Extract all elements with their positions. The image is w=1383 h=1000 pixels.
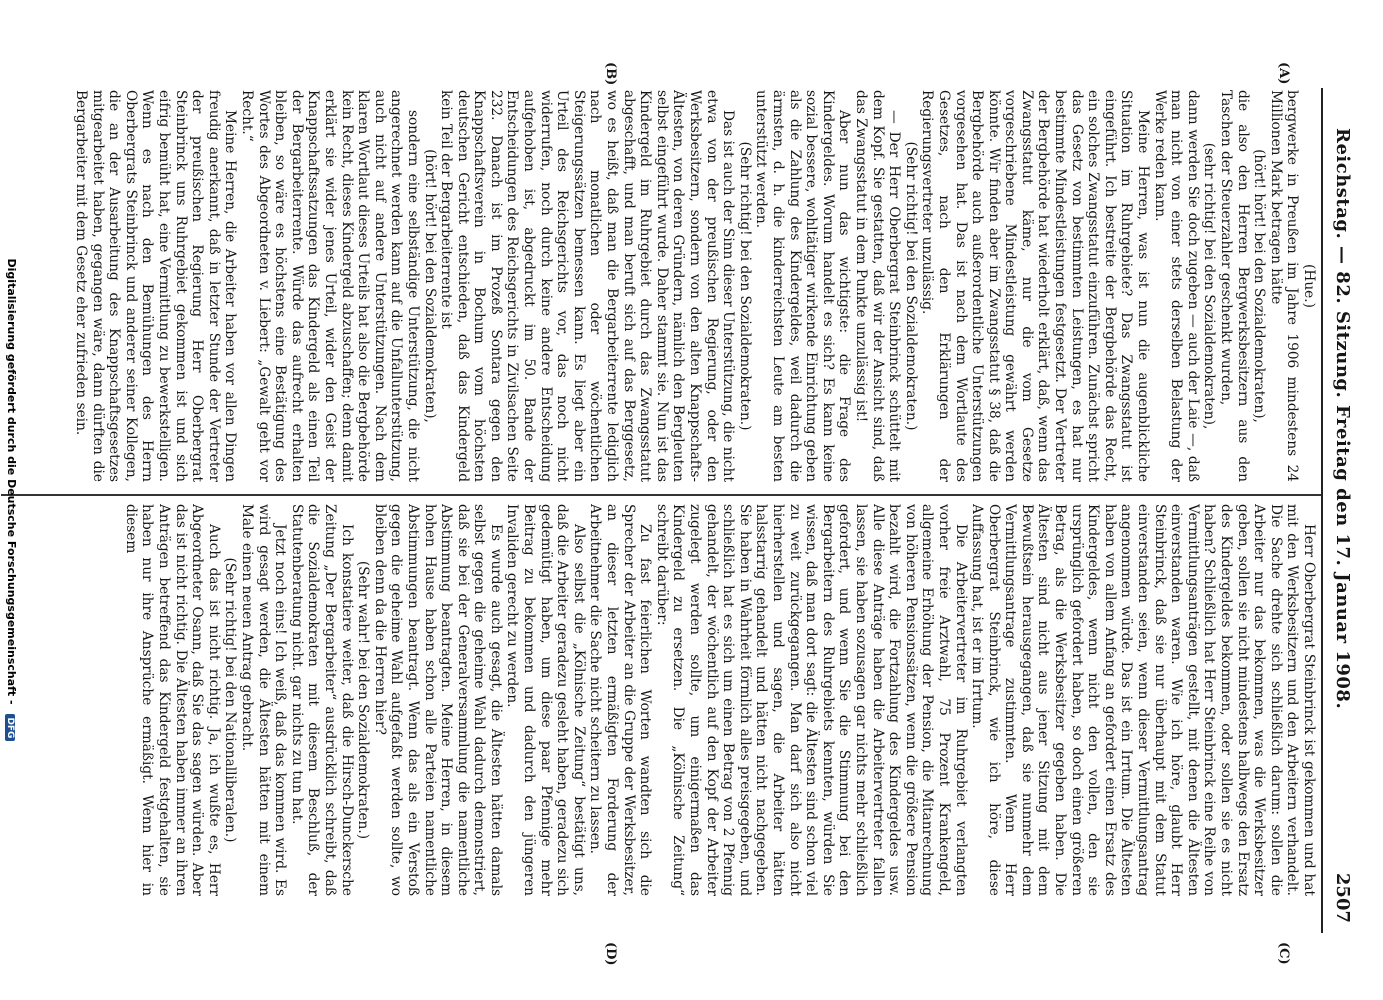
interjection: (Sehr wahr! bei den Sozialdemokraten.) (355, 560, 372, 840)
margin-letter-d: (D) (603, 942, 618, 966)
paragraph: Auch das ist nicht richtig. Ja, ich wußte es, Herr Abgeordneter Osann, daß Sie das sagen würden. Aber das ist nicht richtig. Die Ältesten haben immer an ihren Anträgen betreffend das Kindergeld festgehalten, sie haben nur ihre Ansprüche ermäßigt. Wenn hier in diesem (122, 504, 222, 896)
paragraph: Meine Herren, die Arbeiter haben vor allen Dingen freudig anerkannt, daß in letzter Stunde der Vertreter der preußischen Regierung Herr Oberbergrat Steinbrinck uns Ruhrgebiet gekommen ist und sich eifrig bemüht hat, eine Vermittlung zu bewerkstelligen. Wenn es nach den Bemühungen des Herrn Oberbergrats Steinbrinck und anderer seiner Kollegen, die an der Ausarbeitung des Knappschaftsgesetzes mitgearbeitet haben, gegangen wäre, dann dürften die Bergarbeiter mit dem Gesetz eher zufrieden sein. (73, 90, 239, 482)
interjection: (Sehr richtig! bei den Sozialdemokraten.) (736, 141, 753, 431)
page-header (1323, 88, 1383, 933)
paragraph: Es wurde auch gesagt, die Ältesten hätten damals selbst gegen die geheime Wahl dadurch demonstriert, daß sie bei der Generalversammlung die namentliche Abstimmung beantragten. Meine Herren, in diesem hohen Hause haben schon alle Parteien namentliche Abstimmungen beantragt. Wenn das als ein Verstoß gegen die geheime Wahl aufgefaßt werden sollte, wo bleiben denn da die Herren hier? (371, 504, 504, 896)
digitization-credit (0, 0, 18, 1000)
paragraph: sondern eine selbständige Unterstützung, die nicht angerechnet werden kann auf die Unfallunterstützung, auch nicht auf andere Unterstützungen. Nach dem klaren Wortlaut dieses Urteils hat also die Bergbehörde kein Recht, dieses Kindergeld abzuschaffen; denn damit erklärt sie wider jenes Urteil, wider den Geist der Knappschaftssatzungen das Kindergeld als einen Teil der Bergarbeiterrente. Würde das aufrecht erhalten bleiben, so wäre es höchstens eine Bestätigung des Wortes des Abgeordneten v. Liebert: „Gewalt geht vor Recht.“ (239, 90, 421, 482)
paragraph: bergwerke in Preußen im Jahre 1906 mindestens 24 Millionen Mark betragen hätte (1267, 90, 1301, 482)
paragraph: dann werden Sie doch zugeben — auch der Laie —, daß man nicht von einer stets derselben Belastung der Werke reden kann. (1151, 90, 1201, 482)
header-rule (1321, 88, 1323, 933)
interjection: (Sehr richtig! bei den Nationalliberalen.) (222, 557, 239, 843)
credit-text: Digitalisierung gefördert durch die Deutsche Forschungsgemeinschaft - (5, 258, 18, 705)
paragraph: Aber nun das wichtigste: die Frage des Kindergeldes. Worum handelt es sich? Es kann keine sozial bessere, wohltätiger wirkende Einrichtung geben als die Zahlung des Kindergeldes, weil dadurch die ärmsten, d. h. die kinderreichsten Leute am besten unterstützt werden. (753, 90, 853, 482)
page-header-title: Reichstag. — 82. Sitzung. Freitag den 17. Januar 1908. (1332, 128, 1353, 710)
paragraph: Meine Herren, was ist nun die augenblickliche Situation im Ruhrgebiete? Das Zwangsstatut ist eingeführt. Ich bestreite der Bergbehörde das Recht, ein solches Zwangsstatut einzuführen. Zunächst spricht das Gesetz von bestimmten Leistungen, es hat nur bestimmte Mindestleistungen festgesetzt. Der Vertreter der Bergbehörde hat wiederholt erklärt, daß, wenn das Zwangsstatut käme, nur die vom Gesetze vorgeschriebene Mindestleistung gewährt werden könnte. Wir finden aber im Zwangsstatut § 38, daß die Bergbehörde auch außerordentliche Unterstützungen vorgesehen hat. Das ist nach dem Wortlaute des Gesetzes, nach den Erklärungen der Regierungsvertreter unzulässig. (919, 90, 1152, 482)
paragraph: die also den Herren Bergwerksbesitzern aus den Taschen der Steuerzahler geschenkt wurden, (1218, 90, 1251, 482)
column-divider (1, 494, 1321, 496)
dfg-logo: DFG (5, 714, 15, 741)
interjection: (sehr richtig! bei den Sozialdemokraten), (1201, 142, 1218, 430)
page-number: 2507 (1332, 872, 1353, 923)
paragraph: Das ist auch der Sinn dieser Unterstützung, die nicht etwa von der preußischen Regierung, oder den Werksbesitzern, sondern von den alten Knappschafts-Ältesten, von deren Gründern, nämlich den Bergleuten selbst eingeführt wurde. Daher stammt sie. Nun ist das Kindergeld im Ruhrgebiet durch das Zwangsstatut abgeschafft, und man beruft sich auf das Berggesetz, wo es heißt, daß man die Bergarbeiterrente lediglich nach monatlichen oder wöchentlichen Steigerungssätzen bemessen kann. Es liegt aber ein Urteil des Reichsgerichts vor, das noch nicht widerrufen, noch durch keine andere Entscheidung aufgehoben ist, abgedruckt im 50. Bande der Entscheidungen des Reichsgerichts in Zivilsachen Seite 232. Danach ist im Prozeß Sontara gegen den Knappschaftsverein in Bochum vom höchsten deutschen Gericht entschieden, daß das Kindergeld kein Teil der Bergarbeiterrente ist (438, 90, 737, 482)
paragraph: Zu fast feierlichen Worten wandten sich die Sprecher der Arbeiter an die Gruppe der Werksbesitzer, an dieser letzten ermäßigten Forderung der Arbeitnehmer die Sache nicht scheitern zu lassen. (587, 504, 654, 896)
interjection: (Sehr richtig! bei den Sozialdemokraten.) (902, 141, 919, 431)
right-text-column (17, 504, 1317, 896)
interjection: (hört! hört! bei den Sozialdemokraten), (1251, 149, 1268, 423)
paragraph: Also selbst die „Kölnische Zeitung“ bestätigt uns, daß die Arbeiter geradezu gesleht haben, geradezu sich gedemütigt haben, um diese paar Pfennige mehr Beitrag zu bekommen und dadurch den jüngeren Invaliden gerecht zu werden. (504, 504, 587, 896)
interjection: (Hue.) (1301, 264, 1317, 308)
margin-letter-b: (B) (603, 62, 618, 86)
paragraph: Die Arbeitervertreter im Ruhrgebiet verlangten vorher freie Arztwahl, 75 Prozent Krankengeld, allgemeine Erhöhung der Pension, die Mitanrechnung von höheren Pensionssätzen, wenn die größere Pension bezahlt wird, die Fortzahlung des Kindergeldes usw. Alle diese Anträge haben die Arbeitervertreter fallen lassen, sie haben sozusagen gar nichts mehr schließlich gefordert, und wenn Sie die Stimmung bei den Bergarbeitern des Ruhrgebiets kennten, würden Sie wissen, daß man dort sagt: die Ältesten sind schon viel zu weit zurückgegangen. Man darf sich also nicht hierherstellen und sagen, die Arbeiter hätten halsstarrig gehandelt und hätten nicht nachgegeben. Sie haben in Wahrheit förmlich alles preisgegeben, und schließlich hat es sich um einen Betrag von 2 Pfennig gehandelt, der wöchentlich auf den Kopf der Arbeiter zugelegt werden sollte, um einigermaßen das Kindergeld zu ersetzen. Die „Kölnische Zeitung“ schreibt darüber: (653, 504, 969, 896)
paragraph: — Der Herr Oberbergrat Steinbrinck schüttelt mit dem Kopf. Sie gestatten, daß wir der Ansicht sind, daß das Zwangsstatut in dem Punkte unzulässig ist! (852, 90, 903, 482)
paragraph: Herr Oberbergrat Steinbrinck ist gekommen und hat mit den Werksbesitzern und den Arbeitern verhandelt. Die Sache drehte sich schließlich darum: sollen die Arbeiter nur das bekommen, was die Werksbesitzer geben, sollen sie nicht mindestens halbwegs den Ersatz des Kindergeldes bekommen, oder sollen sie es nicht haben? Schließlich hat Herr Steinbrinck eine Reihe von Vermittlungsanträgen gestellt, mit denen die Ältesten einverstanden waren. Wie ich höre, glaubt Herr Steinbrinck, daß sie nur überhaupt mit dem Statut einverstanden seien, wenn dieser Vermittlungsantrag angenommen würde. Das ist ein Irrtum. Die Ältesten haben von allem Anfang an gefordert einen Ersatz des Kindergeldes, wenn nicht den vollen, den sie ursprünglich gefordert haben, so doch einen größeren Betrag, als die Werksbesitzer gegeben haben. Die Ältesten sind nicht aus jener Sitzung mit dem Bewußtsein herausgegangen, daß sie nunmehr dem Vermittlungsantrage zustimmten. Wenn Herr Oberbergrat Steinbrinck, wie ich höre, diese Auffassung hat, ist er im Irrtum. (969, 504, 1317, 896)
interjection: (hört! hört! bei den Sozialdemokraten), (421, 149, 438, 423)
paragraph: Jetzt noch eins! Ich weiß, daß das kommen wird. Es wird gesagt werden, die Ältesten hätten mit einem Male einen neuen Antrag gebracht. (239, 504, 289, 896)
margin-letter-a: (A) (1276, 62, 1291, 85)
paragraph: Ich konstatiere weiter, daß die Hirsch-Dunckersche Zeitung „Der Bergarbeiter“ ausdrücklich schreibt, daß die Sozialdemokraten mit diesem Beschluß, der Statutenberatung nicht. gar nichts zu tun hat. (288, 504, 355, 896)
margin-letter-c: (C) (1276, 942, 1291, 965)
left-text-column (17, 90, 1317, 482)
